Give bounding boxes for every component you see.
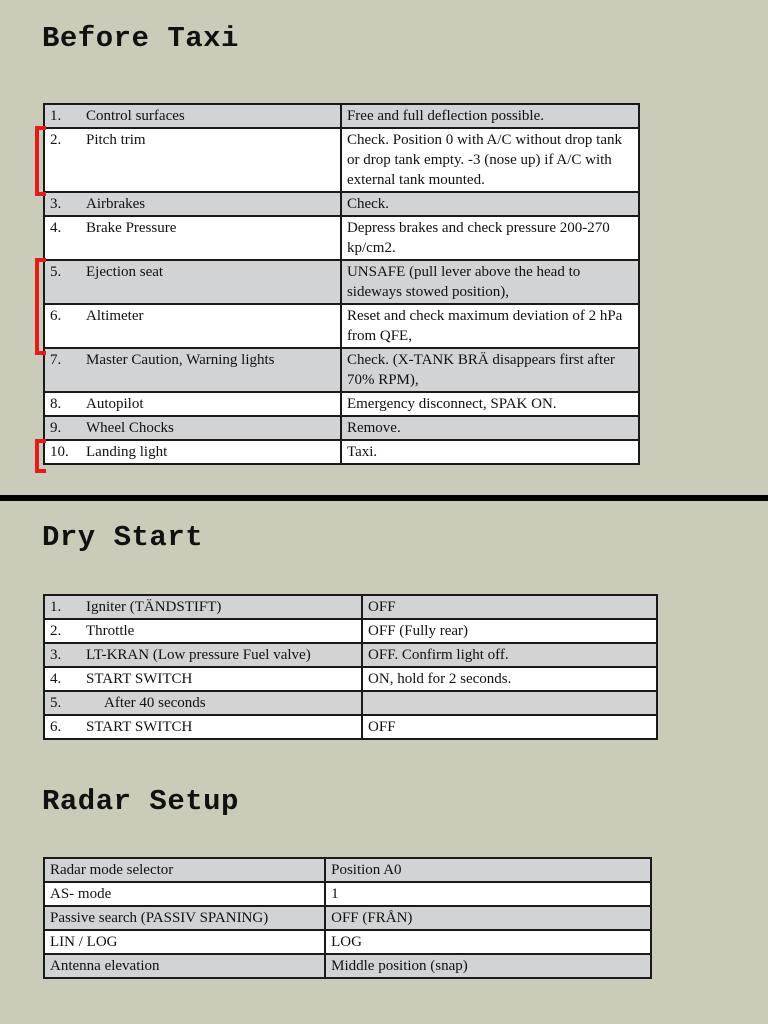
checklist-item: 7. Master Caution, Warning lights [44, 348, 341, 392]
setting-item: Passive search (PASSIV SPANING) [44, 906, 325, 930]
setting-value: Position A0 [325, 858, 651, 882]
setting-value: Middle position (snap) [325, 954, 651, 978]
table-row [44, 440, 639, 464]
table-row [44, 954, 651, 978]
radar-setup-table [43, 857, 652, 979]
checklist-item: 10. Landing light [44, 440, 341, 464]
checklist-action: OFF. Confirm light off. [362, 643, 657, 667]
table-row [44, 392, 639, 416]
setting-value: 1 [325, 882, 651, 906]
table-row [44, 930, 651, 954]
table-row [44, 348, 639, 392]
checklist-item: 5. After 40 seconds [44, 691, 362, 715]
highlight-bracket [35, 126, 46, 196]
setting-value: OFF (FRÅN) [325, 906, 651, 930]
checklist-action: Check. (X-TANK BRÄ disappears first after 70% RPM), [341, 348, 639, 392]
table-row [44, 192, 639, 216]
checklist-action: Remove. [341, 416, 639, 440]
dry-start-table [43, 594, 658, 740]
checklist-action: Check. [341, 192, 639, 216]
checklist-item: 8. Autopilot [44, 392, 341, 416]
table-row [44, 416, 639, 440]
setting-value: LOG [325, 930, 651, 954]
checklist-action: OFF [362, 595, 657, 619]
table-row [44, 260, 639, 304]
checklist-item: 1. Control surfaces [44, 104, 341, 128]
table-row [44, 128, 639, 192]
checklist-item: 6. START SWITCH [44, 715, 362, 739]
checklist-item: 2. Throttle [44, 619, 362, 643]
checklist-item: 2. Pitch trim [44, 128, 341, 192]
table-row [44, 667, 657, 691]
setting-item: Antenna elevation [44, 954, 325, 978]
checklist-action: Reset and check maximum deviation of 2 hPa from QFE, [341, 304, 639, 348]
radar-setup-title: Radar Setup [42, 785, 239, 818]
table-row [44, 643, 657, 667]
checklist-action: UNSAFE (pull lever above the head to sideways stowed position), [341, 260, 639, 304]
before-taxi-table [43, 103, 640, 465]
checklist-item: 4. Brake Pressure [44, 216, 341, 260]
checklist-item: 6. Altimeter [44, 304, 341, 348]
checklist-action: ON, hold for 2 seconds. [362, 667, 657, 691]
checklist-action: OFF [362, 715, 657, 739]
checklist-action: Check. Position 0 with A/C without drop tank or drop tank empty. -3 (nose up) if A/C with external tank mounted. [341, 128, 639, 192]
checklist-item: 4. START SWITCH [44, 667, 362, 691]
table-row [44, 858, 651, 882]
table-row [44, 595, 657, 619]
checklist-action: Emergency disconnect, SPAK ON. [341, 392, 639, 416]
table-row [44, 619, 657, 643]
highlight-bracket [35, 439, 46, 473]
checklist-item: 5. Ejection seat [44, 260, 341, 304]
before-taxi-title: Before Taxi [42, 22, 239, 55]
section-divider [0, 495, 768, 501]
checklist-action: Taxi. [341, 440, 639, 464]
setting-item: AS- mode [44, 882, 325, 906]
table-row [44, 216, 639, 260]
table-row [44, 715, 657, 739]
dry-start-title: Dry Start [42, 521, 204, 554]
table-row [44, 906, 651, 930]
checklist-item: 9. Wheel Chocks [44, 416, 341, 440]
setting-item: Radar mode selector [44, 858, 325, 882]
highlight-bracket [35, 258, 46, 355]
checklist-action: Free and full deflection possible. [341, 104, 639, 128]
table-row [44, 304, 639, 348]
checklist-item: 3. LT-KRAN (Low pressure Fuel valve) [44, 643, 362, 667]
checklist-action [362, 691, 657, 715]
table-row [44, 104, 639, 128]
table-row [44, 882, 651, 906]
setting-item: LIN / LOG [44, 930, 325, 954]
checklist-item: 3. Airbrakes [44, 192, 341, 216]
checklist-action: Depress brakes and check pressure 200-270 kp/cm2. [341, 216, 639, 260]
table-row [44, 691, 657, 715]
checklist-action: OFF (Fully rear) [362, 619, 657, 643]
checklist-item: 1. Igniter (TÄNDSTIFT) [44, 595, 362, 619]
